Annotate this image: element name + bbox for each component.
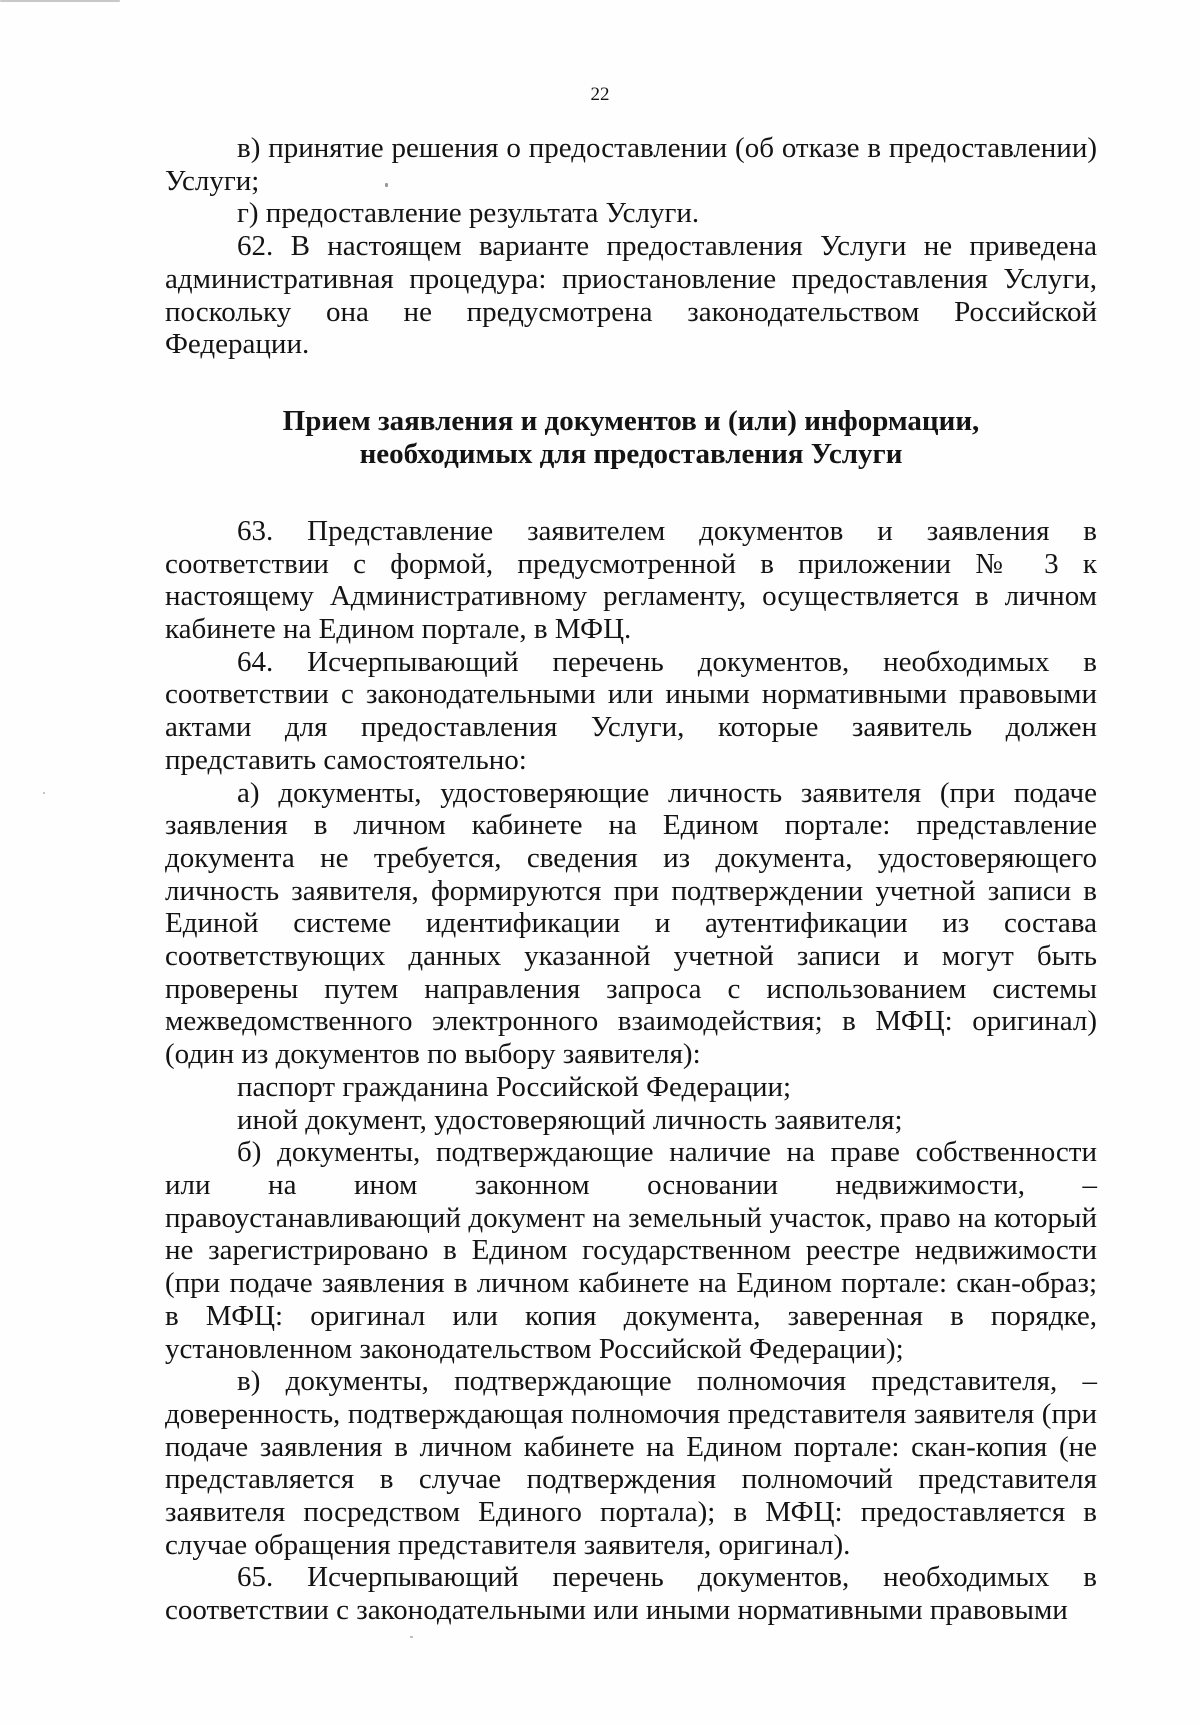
scan-speck bbox=[43, 792, 45, 794]
paragraph-item-g: г) предоставление результата Услуги. bbox=[237, 197, 700, 230]
paragraph-64-a: а) документы, удостоверяющие личность заявителя (при подаче заявления в личном кабинете на Едином портале: представление документа не требуется, сведения из документа, удостоверяющего личность заявителя, формируются при подтверждении учетной записи в Единой системе идентификации и аутентификации из состава соответствующих данных указанной учетной записи и могут быть проверены путем направления запроса с использованием системы межведомственного электронного взаимодействия; в МФЦ: оригинал) (один из документов по выбору заявителя): bbox=[165, 776, 1097, 1071]
scan-speck bbox=[0, 0, 120, 2]
scan-speck bbox=[410, 1636, 413, 1638]
section-heading-line-1: Прием заявления и документов и (или) информации, bbox=[282, 404, 980, 437]
paragraph-64-v: в) документы, подтверждающие полномочия представителя, – доверенность, подтверждающая полномочия представителя заявителя (при подаче заявления в личном кабинете на Едином портале: скан-копия (не представляется в случае подтверждения полномочий представителя заявителя посредством Единого портала); в МФЦ: предоставляется в случае обращения представителя заявителя, оригинал). bbox=[165, 1365, 1097, 1561]
section-heading bbox=[165, 405, 1097, 471]
paragraph-63: 63. Представление заявителем документов и заявления в соответствии с формой, предусмотренной в приложении № 3 к настоящему Административному регламенту, осуществляется в личном кабинете на Едином портале, в МФЦ. bbox=[165, 514, 1097, 646]
document-body bbox=[165, 132, 1097, 1627]
paragraph-64: 64. Исчерпывающий перечень документов, необходимых в соответствии с законодательными или иными нормативными правовыми актами для предоставления Услуги, которые заявитель должен представить самостоятельно: bbox=[165, 645, 1097, 776]
paragraph-64-b: б) документы, подтверждающие наличие на праве собственности или на ином законном основании недвижимости, – правоустанавливающий документ на земельный участок, право на который не зарегистрировано в Едином государственном реестре недвижимости (при подаче заявления в личном кабинете на Едином портале: скан-образ; в МФЦ: оригинал или копия документа, заверенная в порядке, установленном законодательством Российской Федерации); bbox=[165, 1136, 1097, 1365]
list-item-other-id: иной документ, удостоверяющий личность заявителя; bbox=[237, 1103, 903, 1136]
paragraph-62: 62. В настоящем варианте предоставления Услуги не приведена административная процедура: приостановление предоставления Услуги, поскольку она не предусмотрена законодательством Российской Федерации. bbox=[165, 230, 1097, 361]
scan-speck bbox=[385, 183, 388, 187]
page-number: 22 bbox=[590, 84, 610, 105]
list-item-passport: паспорт гражданина Российской Федерации; bbox=[237, 1070, 792, 1103]
paragraph-65: 65. Исчерпывающий перечень документов, необходимых в соответствии с законодательными или иными нормативными правовыми bbox=[165, 1561, 1097, 1627]
paragraph-item-v: в) принятие решения о предоставлении (об отказе в предоставлении) Услуги; bbox=[165, 132, 1097, 197]
section-heading-line-2: необходимых для предоставления Услуги bbox=[359, 437, 903, 470]
